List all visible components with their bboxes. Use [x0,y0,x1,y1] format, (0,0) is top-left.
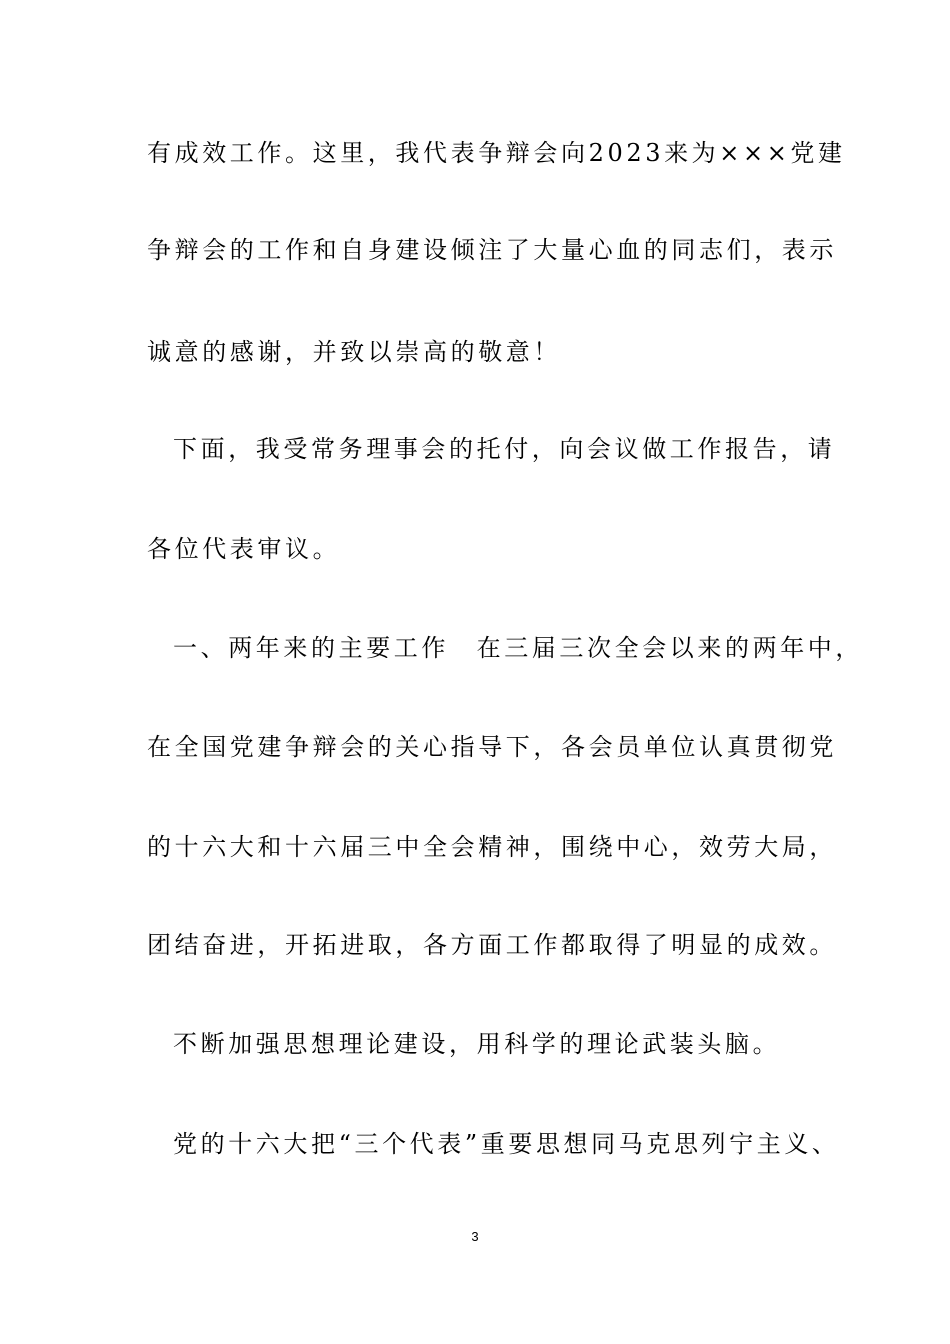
text-line-5: 各位代表审议。 [147,535,341,563]
text-line-10: 不断加强思想理论建设，用科学的理论武装头脑。 [173,1030,781,1058]
text-line-4: 下面，我受常务理事会的托付，向会议做工作报告，请 [173,435,836,463]
text-line-2: 争辩会的工作和自身建设倾注了大量心血的同志们，表示 [147,236,837,264]
text-line-8: 的十六大和十六届三中全会精神，围绕中心，效劳大局， [147,833,837,861]
text-line-9: 团结奋进，开拓进取，各方面工作都取得了明显的成效。 [147,931,837,959]
text-line-1: 有成效工作。这里，我代表争辩会向2023来为×××党建 [147,139,846,167]
text-line-6: 一、两年来的主要工作 在三届三次全会以来的两年中， [173,634,863,662]
text-line-7: 在全国党建争辩会的关心指导下，各会员单位认真贯彻党 [147,733,837,761]
page-number: 3 [471,1229,479,1244]
text-line-3: 诚意的感谢，并致以崇高的敬意！ [147,338,561,366]
text-line-11: 党的十六大把“三个代表”重要思想同马克思列宁主义、 [173,1130,840,1158]
